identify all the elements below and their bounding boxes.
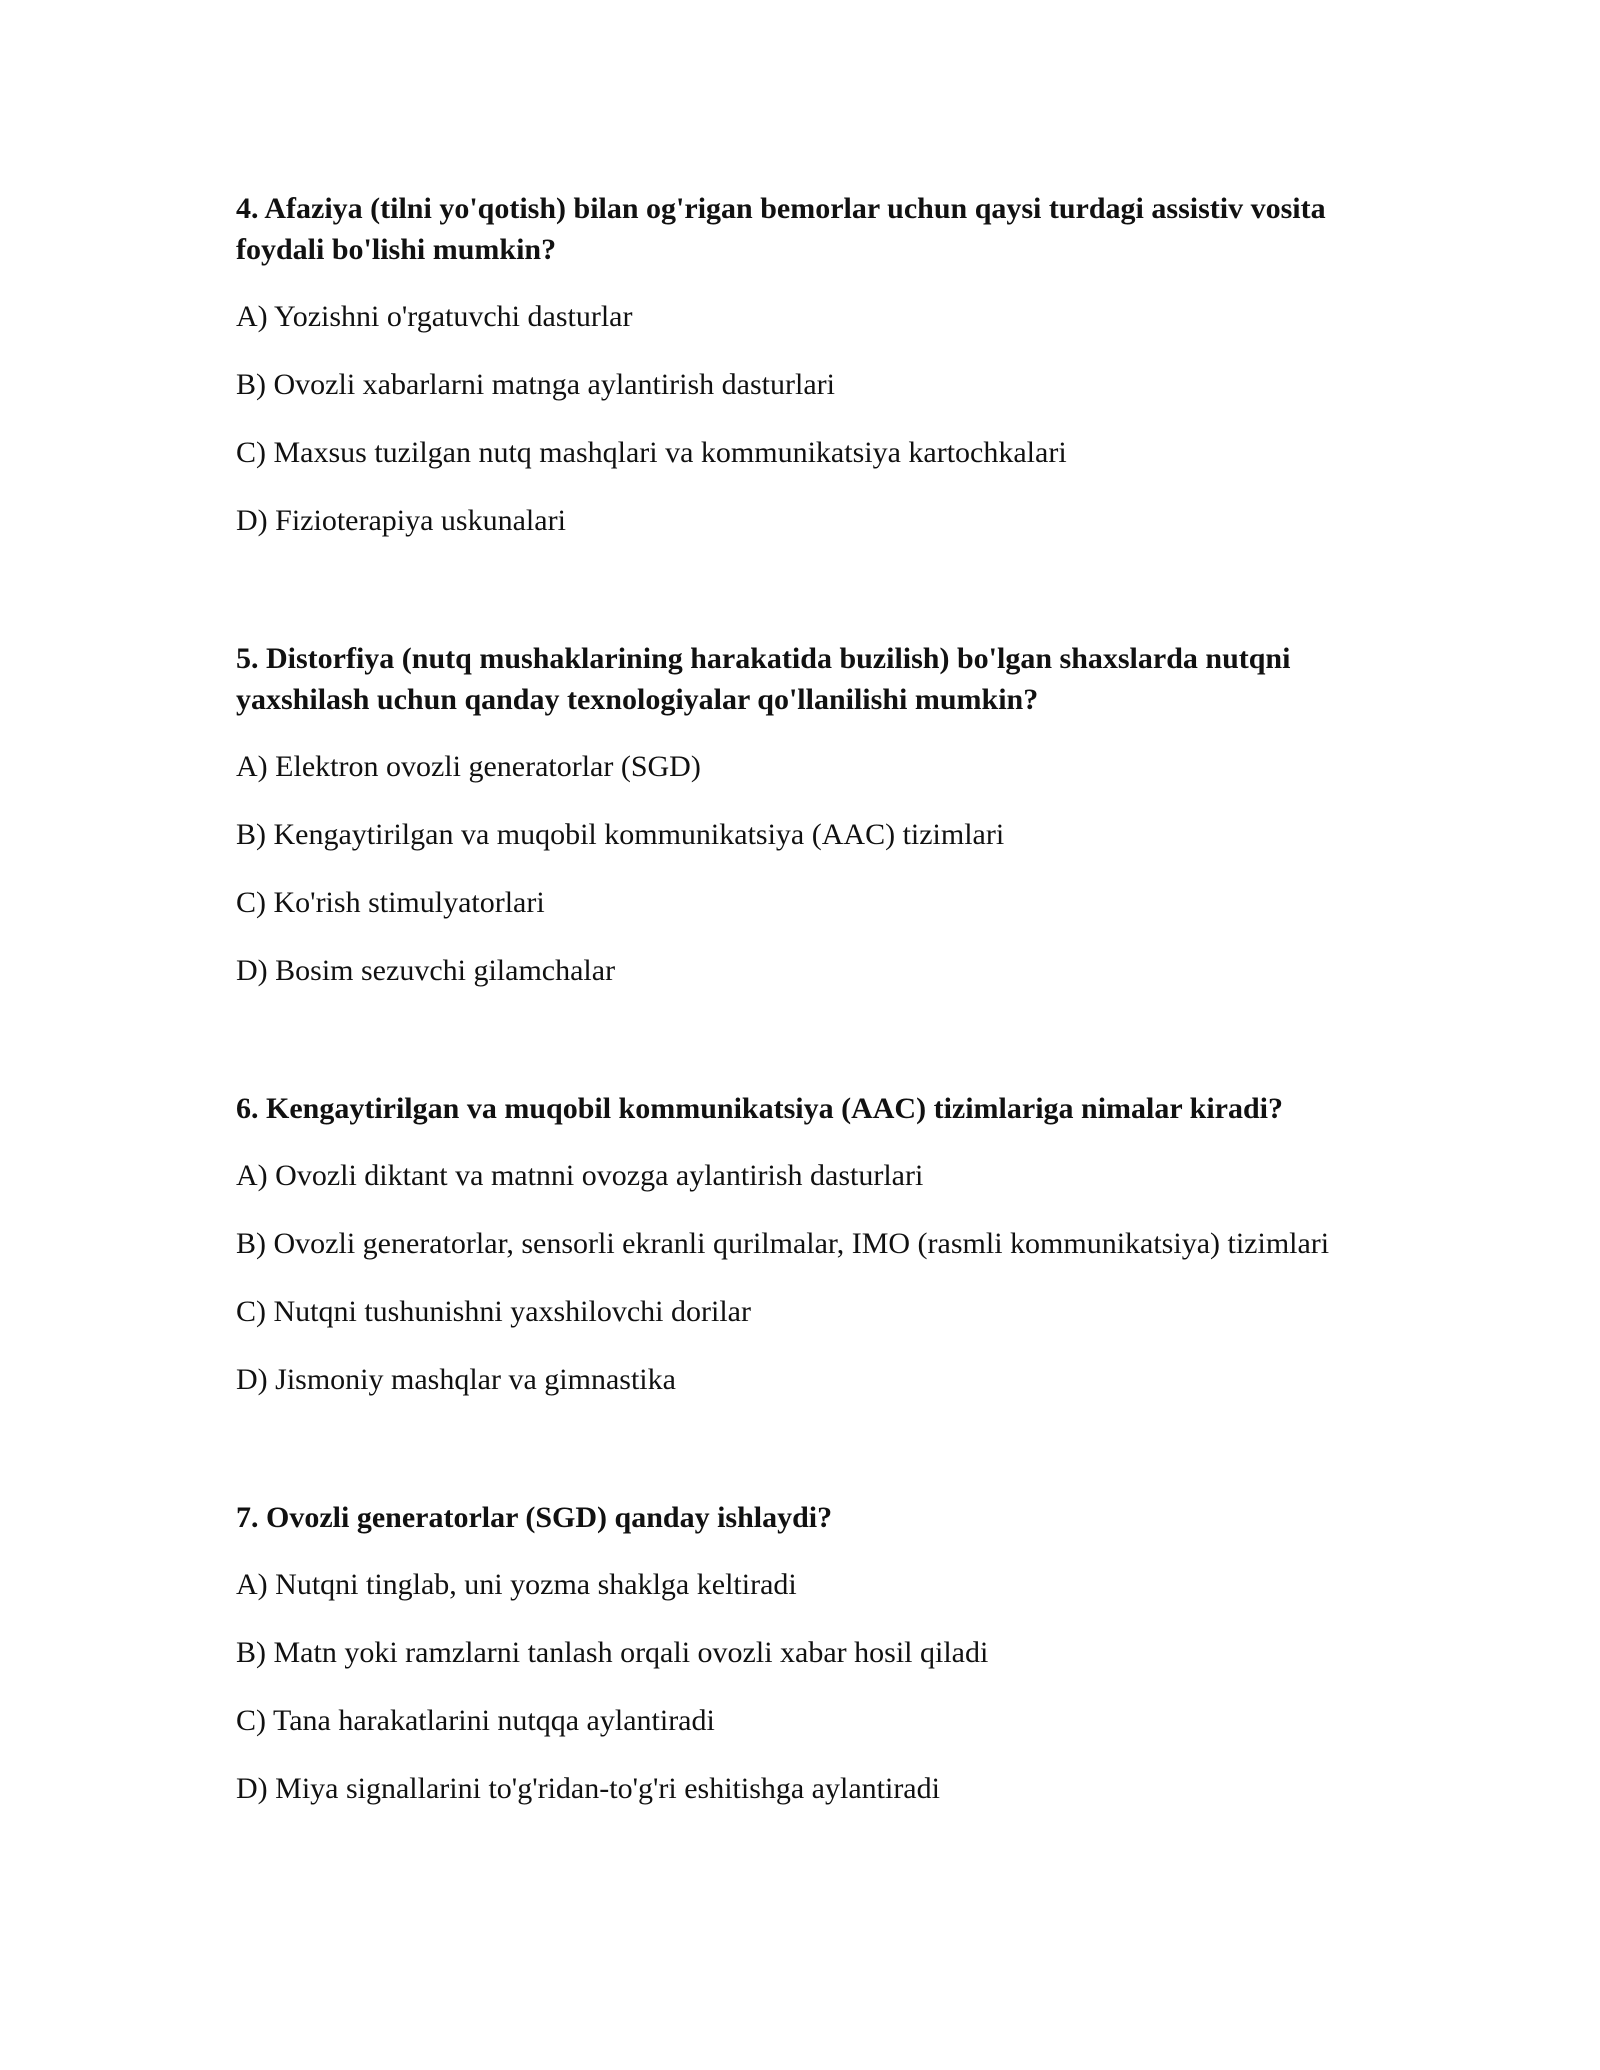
option-a: A) Yozishni o'rgatuvchi dasturlar: [236, 300, 633, 333]
option-d: D) Fizioterapiya uskunalari: [236, 504, 566, 537]
question-text: 5. Distorfiya (nutq mushaklarining harakatida buzilish) bo'lgan shaxslarda nutqni yaxshilash uchun qanday texnologiyalar qo'llanilishi mumkin?: [236, 642, 1291, 716]
option-c: C) Maxsus tuzilgan nutq mashqlari va kommunikatsiya kartochkalari: [236, 436, 1067, 469]
option-a: A) Ovozli diktant va matnni ovozga aylantirish dasturlari: [236, 1159, 924, 1192]
option-b: B) Kengaytirilgan va muqobil kommunikatsiya (AAC) tizimlari: [236, 818, 1005, 851]
option-b: B) Ovozli xabarlarni matnga aylantirish dasturlari: [236, 368, 835, 401]
option-c: C) Nutqni tushunishni yaxshilovchi dorilar: [236, 1295, 751, 1328]
option-a: A) Nutqni tinglab, uni yozma shaklga keltiradi: [236, 1568, 797, 1601]
option-c: C) Ko'rish stimulyatorlari: [236, 886, 545, 919]
option-d: D) Bosim sezuvchi gilamchalar: [236, 954, 616, 987]
question-7: [236, 1497, 1376, 1809]
option-d: D) Jismoniy mashqlar va gimnastika: [236, 1363, 676, 1396]
question-text: 4. Afaziya (tilni yo'qotish) bilan og'rigan bemorlar uchun qaysi turdagi assistiv vosita foydali bo'lishi mumkin?: [236, 192, 1326, 266]
option-b: B) Matn yoki ramzlarni tanlash orqali ovozli xabar hosil qiladi: [236, 1636, 989, 1669]
option-b: B) Ovozli generatorlar, sensorli ekranli qurilmalar, IMO (rasmli kommunikatsiya) tizimlari: [236, 1227, 1330, 1260]
option-a: A) Elektron ovozli generatorlar (SGD): [236, 750, 701, 783]
question-4: [236, 188, 1376, 541]
question-text: 7. Ovozli generatorlar (SGD) qanday ishlaydi?: [236, 1501, 833, 1534]
question-5: [236, 638, 1376, 991]
document-page: [236, 188, 1376, 1809]
option-d: D) Miya signallarini to'g'ridan-to'g'ri eshitishga aylantiradi: [236, 1772, 940, 1805]
question-text: 6. Kengaytirilgan va muqobil kommunikatsiya (AAC) tizimlariga nimalar kiradi?: [236, 1092, 1283, 1125]
question-6: [236, 1088, 1376, 1400]
option-c: C) Tana harakatlarini nutqqa aylantiradi: [236, 1704, 715, 1737]
